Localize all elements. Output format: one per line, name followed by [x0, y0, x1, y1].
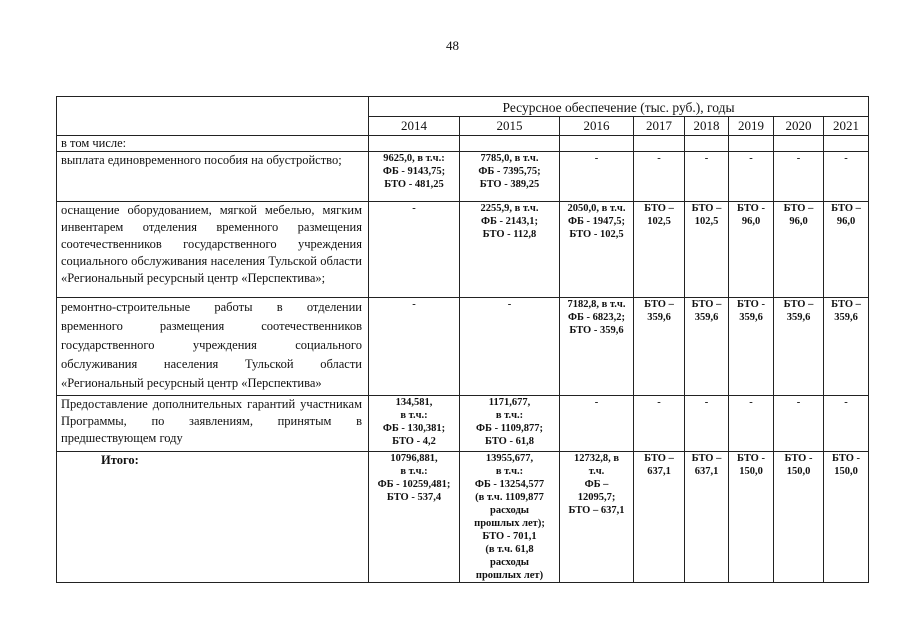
table-cell: 2050,0, в т.ч. ФБ - 1947,5; БТО - 102,5 — [560, 202, 634, 298]
table-cell: - — [369, 202, 460, 298]
year-header: 2017 — [634, 117, 685, 136]
table-cell: - — [685, 396, 729, 452]
page-number: 48 — [446, 38, 459, 53]
row-label: ремонтно-строительные работы в отделении временного размещения соотечественников государственного учреждения социального обслуживания населения Тульской области «Региональный ресурсный центр «Перспектива» — [57, 298, 369, 396]
table-cell: БТО – 102,5 — [685, 202, 729, 298]
table-cell: 1171,677, в т.ч.: ФБ - 1109,877; БТО - 61,8 — [460, 396, 560, 452]
table-cell: БТО – 359,6 — [774, 298, 824, 396]
section-label: в том числе: — [57, 136, 369, 152]
table-cell: БТО – 359,6 — [634, 298, 685, 396]
table-cell: БТО - 96,0 — [729, 202, 774, 298]
total-label: Итого: — [57, 452, 369, 583]
table-cell: БТО – 96,0 — [824, 202, 869, 298]
table-cell: - — [824, 396, 869, 452]
table-cell: БТО – 359,6 — [685, 298, 729, 396]
table-cell: - — [729, 152, 774, 202]
resource-table — [56, 96, 869, 583]
table-cell: 13955,677, в т.ч.: ФБ - 13254,577 (в т.ч. 1109,877 расходы прошлых лет); БТО - 701,1 (в т.ч. 61,8 расходы прошлых лет) — [460, 452, 560, 583]
table-cell: - — [560, 396, 634, 452]
table-cell: БТО – 359,6 — [824, 298, 869, 396]
table-cell: 10796,881, в т.ч.: ФБ - 10259,481; БТО - 537,4 — [369, 452, 460, 583]
table-cell: - — [560, 152, 634, 202]
header-empty-cell — [57, 97, 369, 136]
table-cell: 9625,0, в т.ч.: ФБ - 9143,75; БТО - 481,25 — [369, 152, 460, 202]
year-header: 2020 — [774, 117, 824, 136]
row-label: оснащение оборудованием, мягкой мебелью, мягким инвентарем отделения временного размещения соотечественников государственного учреждения социального обслуживания населения Тульской области «Региональный ресурсный центр «Перспектива»; — [57, 202, 369, 298]
table-cell: БТО - 150,0 — [774, 452, 824, 583]
year-header: 2018 — [685, 117, 729, 136]
table-cell: БТО - 150,0 — [824, 452, 869, 583]
table-cell: 134,581, в т.ч.: ФБ - 130,381; БТО - 4,2 — [369, 396, 460, 452]
year-header: 2021 — [824, 117, 869, 136]
row-label: Предоставление дополнительных гарантий участникам Программы, по заявлениям, принятым в предшествующем году — [57, 396, 369, 452]
table-cell: - — [774, 152, 824, 202]
table-cell: - — [824, 152, 869, 202]
table-cell: БТО – 637,1 — [685, 452, 729, 583]
table-cell: - — [685, 152, 729, 202]
table-cell: - — [634, 396, 685, 452]
table-cell: - — [774, 396, 824, 452]
table-cell: 7182,8, в т.ч. ФБ - 6823,2; БТО - 359,6 — [560, 298, 634, 396]
table-cell: 7785,0, в т.ч. ФБ - 7395,75; БТО - 389,25 — [460, 152, 560, 202]
year-header: 2016 — [560, 117, 634, 136]
table-cell: БТО – 637,1 — [634, 452, 685, 583]
table-cell: 12732,8, в т.ч. ФБ – 12095,7; БТО – 637,1 — [560, 452, 634, 583]
table-cell: - — [369, 298, 460, 396]
year-header: 2015 — [460, 117, 560, 136]
year-header: 2014 — [369, 117, 460, 136]
table-cell: БТО - 359,6 — [729, 298, 774, 396]
year-header: 2019 — [729, 117, 774, 136]
table-cell: - — [634, 152, 685, 202]
table-cell: - — [460, 298, 560, 396]
table-cell: 2255,9, в т.ч. ФБ - 2143,1; БТО - 112,8 — [460, 202, 560, 298]
header-title: Ресурсное обеспечение (тыс. руб.), годы — [369, 97, 869, 117]
table-cell: БТО – 102,5 — [634, 202, 685, 298]
table-cell: БТО – 96,0 — [774, 202, 824, 298]
table-cell: - — [729, 396, 774, 452]
table-cell: БТО - 150,0 — [729, 452, 774, 583]
row-label: выплата единовременного пособия на обустройство; — [57, 152, 369, 202]
